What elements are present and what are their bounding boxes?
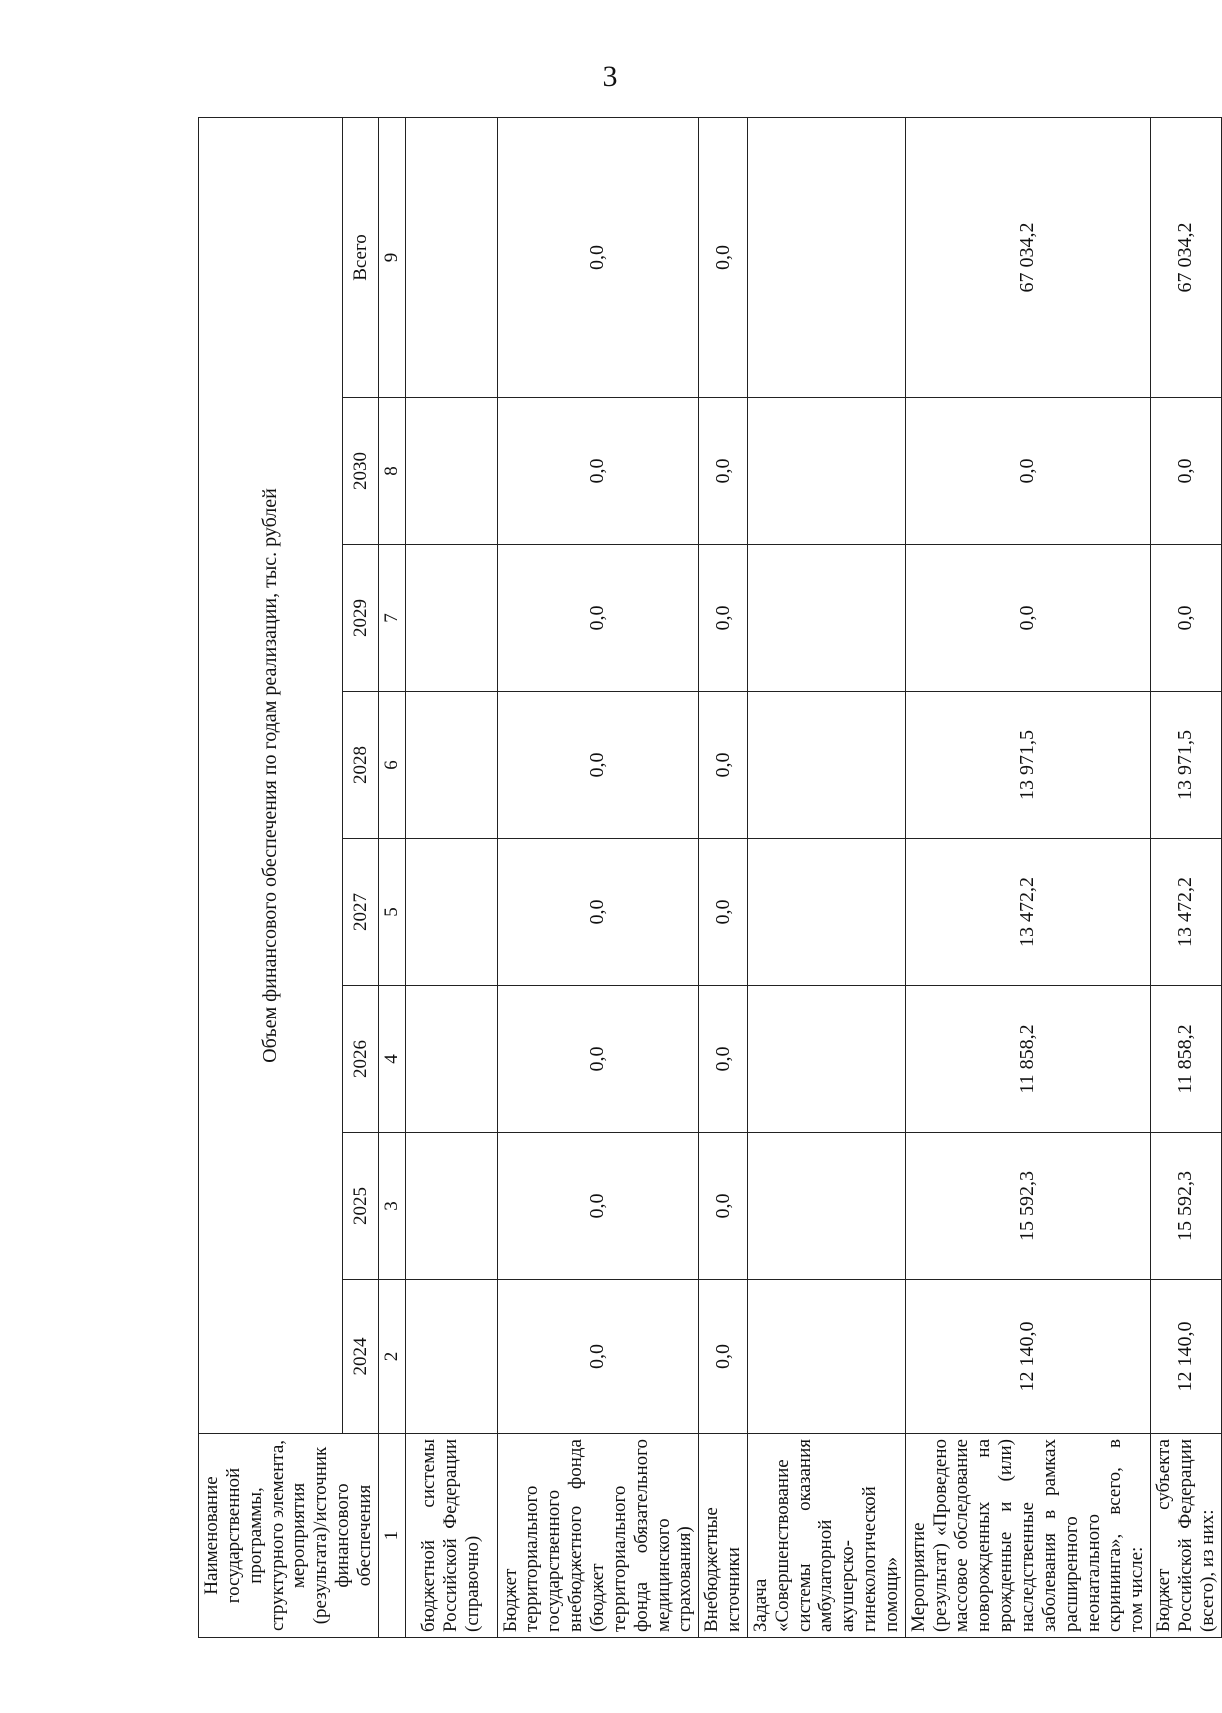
row-value: 0,0 xyxy=(1151,398,1222,545)
row-value: 0,0 xyxy=(497,117,699,397)
row-value: 0,0 xyxy=(699,1133,748,1280)
row-value xyxy=(747,117,905,397)
row-value xyxy=(405,545,497,692)
column-index: 7 xyxy=(378,545,405,692)
row-value xyxy=(405,117,497,397)
row-value xyxy=(405,398,497,545)
row-value: 0,0 xyxy=(497,398,699,545)
row-value xyxy=(405,986,497,1133)
row-value: 0,0 xyxy=(699,545,748,692)
row-value xyxy=(405,1133,497,1280)
header-year-2024: 2024 xyxy=(343,1280,378,1434)
row-value: 0,0 xyxy=(497,839,699,986)
row-value xyxy=(405,692,497,839)
row-value: 0,0 xyxy=(699,986,748,1133)
row-value xyxy=(747,839,905,986)
row-value xyxy=(747,398,905,545)
table-row xyxy=(905,117,1150,1637)
row-name: Мероприятие (результат) «Проведено массовое обследование новорожденных на врожденные и (или) наследственные заболевания в рамках расширенного неонатального скрининга», всего, в том числе: xyxy=(905,1434,1150,1638)
header-year-2026: 2026 xyxy=(343,986,378,1133)
row-value xyxy=(405,1280,497,1434)
row-value: 15 592,3 xyxy=(1151,1133,1222,1280)
row-value: 11 858,2 xyxy=(1151,986,1222,1133)
column-index-row xyxy=(378,117,405,1637)
column-index: 9 xyxy=(378,117,405,397)
row-name: Бюджет территориального государственного внебюджетного фонда (бюджет территориального фонда обязательного медицинского страхования) xyxy=(497,1434,699,1638)
row-value: 11 858,2 xyxy=(905,986,1150,1133)
row-value: 13 472,2 xyxy=(905,839,1150,986)
row-value: 0,0 xyxy=(497,986,699,1133)
column-index: 3 xyxy=(378,1133,405,1280)
row-value: 0,0 xyxy=(1151,545,1222,692)
row-name: Внебюджетные источники xyxy=(699,1434,748,1638)
column-index: 4 xyxy=(378,986,405,1133)
row-value: 0,0 xyxy=(699,692,748,839)
row-value: 0,0 xyxy=(699,398,748,545)
column-index: 2 xyxy=(378,1280,405,1434)
row-value xyxy=(747,545,905,692)
row-value: 0,0 xyxy=(699,839,748,986)
table-row xyxy=(747,117,905,1637)
column-index: 1 xyxy=(378,1434,405,1638)
financing-table xyxy=(198,117,1222,1638)
row-value xyxy=(747,1133,905,1280)
page-number: 3 xyxy=(602,60,618,93)
row-value: 67 034,2 xyxy=(905,117,1150,397)
rotated-table-container xyxy=(198,118,1218,1638)
row-value xyxy=(747,986,905,1133)
row-value: 0,0 xyxy=(497,545,699,692)
header-total: Всего xyxy=(343,117,378,397)
header-year-2028: 2028 xyxy=(343,692,378,839)
table-row xyxy=(699,117,748,1637)
row-name: бюджетной системы Российской Федерации (справочно) xyxy=(405,1434,497,1638)
row-value: 0,0 xyxy=(905,545,1150,692)
header-year-2027: 2027 xyxy=(343,839,378,986)
row-value xyxy=(747,692,905,839)
column-index: 6 xyxy=(378,692,405,839)
row-value: 67 034,2 xyxy=(1151,117,1222,397)
row-value: 15 592,3 xyxy=(905,1133,1150,1280)
header-financing-volume: Объем финансового обеспечения по годам реализации, тыс. рублей xyxy=(199,117,343,1433)
row-value: 13 971,5 xyxy=(905,692,1150,839)
table-row xyxy=(405,117,497,1637)
row-value: 0,0 xyxy=(497,1133,699,1280)
row-value: 12 140,0 xyxy=(905,1280,1150,1434)
row-value: 0,0 xyxy=(905,398,1150,545)
row-value: 13 472,2 xyxy=(1151,839,1222,986)
row-value: 0,0 xyxy=(497,692,699,839)
header-year-2025: 2025 xyxy=(343,1133,378,1280)
row-name: Бюджет субъекта Российской Федерации (всего), из них: xyxy=(1151,1434,1222,1638)
row-value xyxy=(405,839,497,986)
column-index: 5 xyxy=(378,839,405,986)
row-value: 0,0 xyxy=(699,117,748,397)
row-value: 12 140,0 xyxy=(1151,1280,1222,1434)
column-index: 8 xyxy=(378,398,405,545)
header-year-2030: 2030 xyxy=(343,398,378,545)
row-value: 13 971,5 xyxy=(1151,692,1222,839)
header-year-2029: 2029 xyxy=(343,545,378,692)
row-value xyxy=(747,1280,905,1434)
table-row xyxy=(497,117,699,1637)
table-row xyxy=(1151,117,1222,1637)
header-name-column: Наименование государственной программы, структурного элемента, мероприятия (результата)/источник финансового обеспечения xyxy=(199,1434,379,1638)
row-name: Задача «Совершенствование системы оказания амбулаторной акушерско-гинекологической помощи» xyxy=(747,1434,905,1638)
row-value: 0,0 xyxy=(699,1280,748,1434)
row-value: 0,0 xyxy=(497,1280,699,1434)
